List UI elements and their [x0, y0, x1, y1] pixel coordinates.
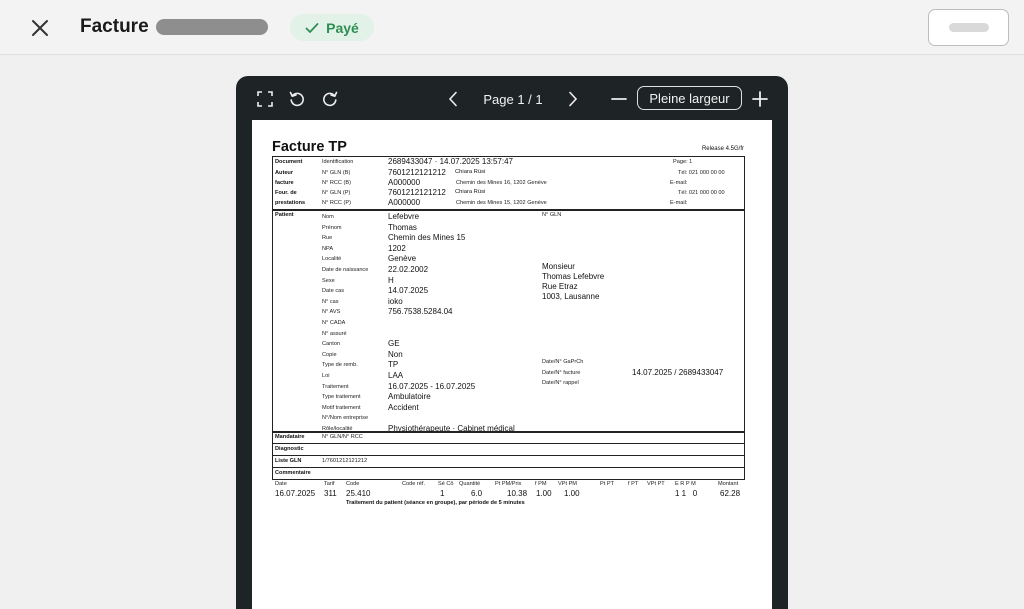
previous-page-button[interactable]: [448, 91, 458, 107]
status-badge: [290, 14, 374, 41]
patient-field-value: 756.7538.5284.04: [388, 307, 453, 317]
rappel-label: Date/N° rappel: [542, 380, 579, 386]
table-cell: 1.00: [564, 489, 580, 498]
fullscreen-icon: [257, 91, 273, 107]
patient-field-value: Accident: [388, 402, 419, 412]
plus-icon: [752, 91, 768, 107]
gaprch-label: Date/N° GaPrCh: [542, 359, 584, 365]
header-action-button[interactable]: [928, 9, 1009, 46]
services-column-header: f PM: [535, 481, 547, 487]
patient-field-label: N°/Nom entreprise: [322, 415, 369, 422]
patient-field-value: Chemin des Mines 15: [388, 233, 466, 243]
close-button[interactable]: [26, 14, 54, 42]
patient-field-label: NPA: [322, 245, 334, 252]
liste-gln-label: Liste GLN: [275, 458, 302, 464]
patient-field-label: Rue: [322, 235, 333, 242]
button-label-placeholder: [949, 23, 989, 32]
top-bar: [0, 0, 1024, 55]
address-line: Monsieur: [542, 262, 575, 271]
patient-field-value: GE: [388, 339, 400, 349]
patient-field-value: Thomas: [388, 222, 417, 232]
identification-label: Identification: [322, 159, 354, 165]
table-cell: 1 1 0: [675, 489, 698, 498]
patient-field-label: Loi: [322, 373, 330, 379]
services-column-header: Code: [346, 481, 360, 487]
services-column-header: VPt PT: [647, 481, 665, 487]
rotate-right-icon: [322, 91, 338, 107]
gln-b-value: 7601212121212: [388, 168, 446, 177]
tel-p: Tél: 021 000 00 00: [678, 190, 725, 196]
gln-p-value: 7601212121212: [388, 188, 446, 197]
page-number: Page: 1: [673, 159, 693, 165]
patient-field-value: 1202: [388, 243, 406, 253]
pdf-viewer: [236, 76, 788, 609]
redacted-invoice-number: [156, 19, 268, 35]
facture-date-value: 14.07.2025 / 2689433047: [632, 368, 724, 377]
patient-field-value: H: [388, 275, 394, 285]
fullscreen-button[interactable]: [256, 90, 274, 108]
patient-field-value: Non: [388, 349, 403, 359]
rotate-left-button[interactable]: [288, 90, 306, 108]
page-indicator: Page 1 / 1: [483, 91, 543, 107]
patient-field-value: LAA: [388, 371, 404, 380]
email-b: E-mail:: [670, 180, 688, 186]
fit-width-button[interactable]: Pleine largeur: [637, 86, 742, 110]
table-cell: 1.00: [536, 489, 552, 498]
document-title: Facture TP: [272, 139, 347, 155]
diagnostic-label: Diagnostic: [275, 446, 304, 452]
table-cell: 6.0: [471, 489, 483, 498]
services-column-header: Sé Cô: [438, 481, 454, 487]
patient-field-value: 16.07.2025 - 16.07.2025: [388, 381, 476, 391]
patient-gln-label: N° GLN: [542, 212, 562, 218]
auteur-label: Auteur: [275, 170, 294, 176]
gln-b-label: N° GLN (B): [322, 170, 351, 176]
patient-field-label: Sexe: [322, 277, 335, 284]
gln-b-name: Chiara Rüsi: [455, 169, 486, 175]
patient-field-label: Traitement: [322, 383, 349, 390]
minus-icon: [611, 91, 627, 107]
document-page: [252, 120, 772, 609]
rcc-p-value: A000000: [388, 198, 421, 207]
gln-p-label: N° GLN (P): [322, 190, 351, 196]
patient-field-label: Date cas: [322, 288, 345, 295]
services-column-header: Pt PT: [600, 481, 614, 487]
patient-field-label: Motif traitement: [322, 404, 361, 411]
address-line: Thomas Lefebvre: [542, 272, 605, 281]
services-column-header: Tarif: [324, 481, 335, 487]
patient-field-label: N° AVS: [322, 309, 341, 316]
services-column-header: E R P M: [675, 481, 696, 487]
patient-field-value: Ambulatoire: [388, 392, 431, 402]
services-column-header: Quantité: [459, 481, 481, 487]
patient-field-label: Copie: [322, 351, 337, 358]
patient-field-label: Type traitement: [322, 394, 361, 401]
patient-field-value: ioko: [388, 296, 403, 306]
divider: [272, 443, 745, 444]
service-description: Traitement du patient (séance en groupe), par période de 5 minutes: [346, 500, 525, 506]
close-icon: [31, 19, 49, 37]
services-column-header: Date: [275, 481, 287, 487]
patient-field-label: Prénom: [322, 224, 342, 231]
zoom-out-button[interactable]: [610, 90, 628, 108]
rcc-b-address: Chemin des Mines 16, 1202 Genève: [456, 180, 547, 186]
patient-field-label: N° assuré: [322, 330, 347, 337]
patient-field-label: Rôle/localité: [322, 426, 353, 432]
facture-label: facture: [275, 180, 294, 186]
zoom-in-button[interactable]: [751, 90, 769, 108]
table-cell: 1: [440, 489, 445, 498]
rcc-p-address: Chemin des Mines 15, 1202 Genève: [456, 200, 547, 206]
table-cell: 16.07.2025: [275, 489, 316, 498]
patient-field-value: TP: [388, 360, 399, 370]
services-column-header: f PT: [628, 481, 639, 487]
prestations-label: prestations: [275, 200, 306, 206]
patient-field-label: Nom: [322, 214, 334, 220]
services-column-header: Montant: [718, 481, 739, 487]
release-version: Release 4.5G/fr: [701, 146, 744, 152]
table-cell: 62.28: [720, 489, 741, 498]
table-cell: 25.410: [346, 489, 371, 498]
facture-date-label: Date/N° facture: [542, 370, 581, 376]
table-cell: 10.38: [507, 489, 528, 498]
tel-b: Tél: 021 000 00 00: [678, 170, 725, 176]
next-page-button[interactable]: [568, 91, 578, 107]
patient-field-value: Lefebvre: [388, 212, 420, 221]
patient-field-label: N° cas: [322, 298, 339, 305]
mandataire-label: Mandataire: [275, 434, 305, 440]
document-label: Document: [275, 159, 303, 165]
patient-section-label: Patient: [275, 212, 294, 218]
gln-p-name: Chiara Rüsi: [455, 189, 486, 195]
services-column-header: Code réf.: [402, 481, 426, 487]
mandataire-sub-label: N° GLN/N° RCC: [322, 434, 363, 440]
identification-value: 2689433047 · 14.07.2025 13:57:47: [388, 157, 514, 166]
status-label: Payé: [326, 19, 359, 36]
page-title: Facture: [80, 16, 149, 37]
divider: [272, 467, 745, 468]
fournisseur-label: Four. de: [275, 190, 297, 196]
rcc-b-value: A000000: [388, 178, 421, 187]
commentaire-label: Commentaire: [275, 470, 311, 476]
services-column-header: VPt PM: [558, 481, 577, 487]
patient-field-label: Canton: [322, 341, 341, 348]
patient-field-label: Localité: [322, 256, 342, 263]
table-cell: 311: [324, 489, 337, 498]
patient-field-label: Type de remb.: [322, 362, 358, 369]
patient-field-label: Date de naissance: [322, 267, 369, 273]
page-navigator: [448, 90, 578, 108]
checkmark-icon: [305, 22, 319, 34]
rcc-b-label: N° RCC (B): [322, 180, 351, 186]
divider: [272, 455, 745, 456]
patient-field-value: Physiothérapeute · Cabinet médical: [388, 424, 515, 433]
rotate-left-icon: [289, 91, 305, 107]
rcc-p-label: N° RCC (P): [322, 200, 351, 206]
address-line: Rue Etraz: [542, 282, 578, 291]
patient-field-value: 14.07.2025: [388, 286, 429, 296]
patient-field-value: Genève: [388, 254, 417, 264]
address-line: 1003, Lausanne: [542, 292, 600, 301]
rotate-right-button[interactable]: [321, 90, 339, 108]
patient-field-value: 22.02.2002: [388, 265, 429, 274]
services-column-header: Pt PM/Prix: [495, 481, 522, 487]
patient-field-label: N° CADA: [322, 320, 346, 326]
liste-gln-value: 1/7601212121212: [322, 458, 368, 464]
email-p: E-mail:: [670, 200, 688, 206]
